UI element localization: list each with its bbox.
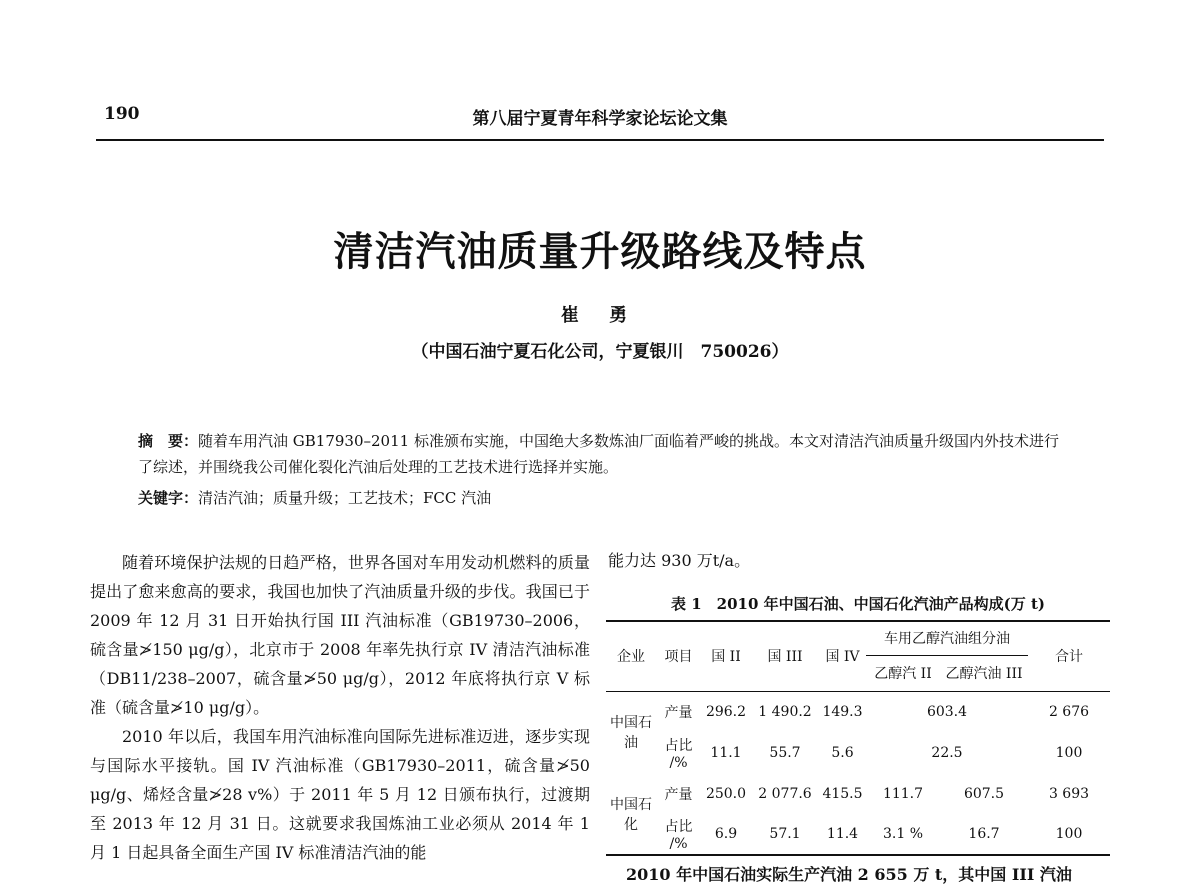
- table-cell: 415.5: [822, 785, 863, 802]
- header-item: 项目: [656, 621, 701, 691]
- header-eth2: 乙醇汽 II: [866, 655, 940, 691]
- table-cell: 16.7: [940, 814, 1028, 855]
- abstract-label: 摘 要：: [138, 432, 199, 450]
- keywords-label: 关键字：: [138, 489, 199, 507]
- table-cell: 5.6: [831, 744, 854, 761]
- body-column-left: [90, 548, 590, 867]
- table-cell: 22.5: [931, 744, 963, 761]
- table-row: [606, 814, 1110, 855]
- keywords: [138, 485, 1068, 511]
- article-title: 清洁汽油质量升级路线及特点: [333, 228, 867, 275]
- keywords-text: 清洁汽油；质量升级；工艺技术；FCC 汽油: [198, 489, 492, 507]
- author: 崔 勇: [560, 305, 640, 326]
- table-row: [606, 691, 1110, 732]
- body-paragraph: 2010 年以后，我国车用汽油标准向国际先进标准迈进，逐步实现与国际水平接轨。国 IV 汽油标准（GB17930–2011，硫含量≯50 μg/g、烯烃含量≯28 v%）于 2011 年 5 月 12 日颁布执行，过渡期至 2013 年 12 月 31 日。这就要求我国炼油工业必须从 2014 年 1 月 1 日起具备全面生产国 IV 标准清洁汽油的能: [90, 727, 590, 862]
- header-eth3: 乙醇汽油 III: [940, 655, 1028, 691]
- table-cell: 6.9: [701, 814, 751, 855]
- table-cell: 11.4: [819, 814, 866, 855]
- header-g4: 国 IV: [819, 621, 866, 691]
- table-row: [606, 732, 1110, 773]
- table-cell: 3 693: [1048, 785, 1090, 802]
- table-cell: 607.5: [963, 785, 1005, 802]
- table-cell: 100: [1028, 814, 1110, 855]
- body-paragraph: 随着环境保护法规的日趋严格，世界各国对车用发动机燃料的质量提出了愈来愈高的要求，我国也加快了汽油质量升级的步伐。我国已于 2009 年 12 月 31 日开始执行国 III 汽油标准（GB19730–2006，硫含量≯150 μg/g），北京市于 2008 年率先执行京 IV 清洁汽油标准（DB11/238–2007，硫含量≯50 μg/g），2012 年底将执行京 V 标准（硫含量≯10 μg/g）。: [90, 553, 590, 717]
- table-row: [606, 773, 1110, 814]
- table-cell: 1 490.2: [758, 703, 812, 720]
- product-table: [606, 620, 1110, 856]
- abstract-text: 随着车用汽油 GB17930–2011 标准颁布实施，中国绝大多数炼油厂面临着严峻的挑战。本文对清洁汽油质量升级国内外技术进行了综述，并围绕我公司催化裂化汽油后处理的工艺技术进行选择并实施。: [138, 432, 1059, 476]
- table-cell: 产量: [664, 704, 693, 721]
- affiliation: （中国石油宁夏石化公司，宁夏银川 750026）: [411, 342, 789, 362]
- table-cell: 55.7: [769, 744, 801, 761]
- header-g3: 国 III: [751, 621, 819, 691]
- table-cell: 149.3: [822, 703, 863, 720]
- table-cell: 3.1 %: [866, 814, 940, 855]
- header-total: 合计: [1028, 621, 1110, 691]
- table-cell: 111.7: [882, 785, 924, 802]
- table-cell: 中国石化: [606, 773, 656, 855]
- table-cell: 产量: [664, 786, 693, 803]
- table-cell: 占比 /%: [656, 814, 701, 855]
- body-column-right-top: 能力达 930 万t/a。: [608, 551, 751, 570]
- table-cell: 2 077.6: [758, 785, 812, 802]
- table-cell: 100: [1055, 744, 1083, 761]
- header-rule: [96, 139, 1104, 141]
- table-cell: 603.4: [926, 703, 968, 720]
- running-header: 第八届宁夏青年科学家论坛论文集: [472, 109, 728, 129]
- table-caption: 表 1 2010 年中国石油、中国石化汽油产品构成(万 t): [671, 595, 1045, 613]
- page-number: 190: [104, 104, 140, 124]
- table-cell: 占比 /%: [664, 737, 693, 771]
- table-cell: 中国石油: [610, 715, 652, 752]
- table-cell: 11.1: [710, 744, 742, 761]
- table-cell: 57.1: [751, 814, 819, 855]
- body-column-right-bottom: 2010 年中国石油实际生产汽油 2 655 万 t，其中国 III 汽油: [626, 865, 1072, 884]
- header-g2: 国 II: [701, 621, 751, 691]
- table-cell: 250.0: [705, 785, 747, 802]
- table-cell: 2 676: [1048, 703, 1090, 720]
- header-ethanol-group: 车用乙醇汽油组分油: [866, 621, 1028, 655]
- table-cell: 296.2: [705, 703, 747, 720]
- header-company: 企业: [606, 621, 656, 691]
- abstract: [138, 428, 1068, 480]
